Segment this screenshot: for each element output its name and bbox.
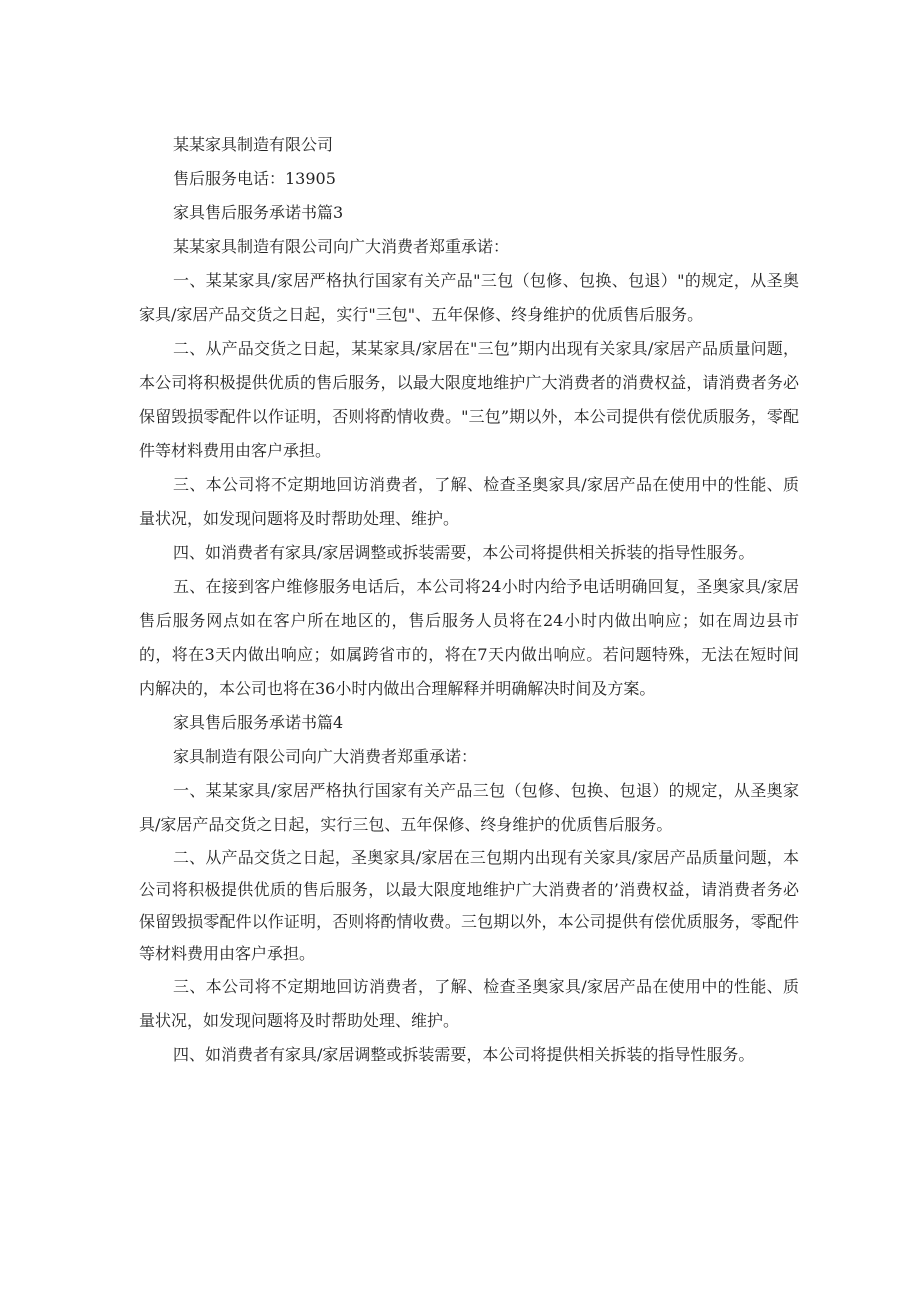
promise-intro-3: 某某家具制造有限公司向广大消费者郑重承诺： [173, 237, 510, 256]
company-name: 某某家具制造有限公司 [173, 135, 334, 154]
clause-4-4: 四、如消费者有家具/家居调整或拆装需要，本公司将提供相关拆装的指导性服务。 [173, 1045, 755, 1064]
section-heading-3: 家具售后服务承诺书篇3 [173, 203, 344, 222]
clause-4-1: 一、某某家具/家居严格执行国家有关产品三包（包修、包换、包退）的规定，从圣奥家具/家居产品交货之日起，实行三包、五年保修、终身维护的优质售后服务。 [139, 781, 799, 834]
promise-intro-4: 家具制造有限公司向广大消费者郑重承诺： [173, 747, 478, 766]
clause-3-1: 一、某某家具/家居严格执行国家有关产品"三包（包修、包换、包退）"的规定，从圣奥家具/家居产品交货之日起，实行"三包"、五年保修、终身维护的优质售后服务。 [139, 271, 799, 324]
clause-3-5: 五、在接到客户维修服务电话后，本公司将24小时内给予电话明确回复，圣奥家具/家居售后服务网点如在客户所在地区的，售后服务人员将在24小时内做出响应；如在周边县市的，将在3天内做出响应；如属跨省市的，将在7天内做出响应。若问题特殊，无法在短时间内解决的，本公司也将在36小时内做出合理解释并明确解决时间及方案。 [139, 577, 799, 698]
clause-4-3: 三、本公司将不定期地回访消费者，了解、检查圣奥家具/家居产品在使用中的性能、质量状况，如发现问题将及时帮助处理、维护。 [139, 977, 799, 1030]
document-body [139, 128, 799, 1072]
section-heading-4: 家具售后服务承诺书篇4 [173, 713, 344, 732]
service-phone: 售后服务电话：13905 [173, 169, 336, 188]
clause-4-2: 二、从产品交货之日起，圣奥家具/家居在三包期内出现有关家具/家居产品质量问题，本公司将积极提供优质的售后服务，以最大限度地维护广大消费者的’消费权益，请消费者务必保留毁损零配件以作证明，否则将酌情收费。三包期以外，本公司提供有偿优质服务，零配件等材料费用由客户承担。 [139, 848, 799, 963]
clause-3-3: 三、本公司将不定期地回访消费者，了解、检查圣奥家具/家居产品在使用中的性能、质量状况，如发现问题将及时帮助处理、维护。 [139, 475, 799, 528]
clause-3-4: 四、如消费者有家具/家居调整或拆装需要，本公司将提供相关拆装的指导性服务。 [173, 543, 755, 562]
clause-3-2: 二、从产品交货之日起，某某家具/家居在"三包”期内出现有关家具/家居产品质量问题，本公司将积极提供优质的售后服务，以最大限度地维护广大消费者的消费权益，请消费者务必保留毁损零配件以作证明，否则将酌情收费。"三包”期以外，本公司提供有偿优质服务，零配件等材料费用由客户承担。 [139, 339, 799, 460]
